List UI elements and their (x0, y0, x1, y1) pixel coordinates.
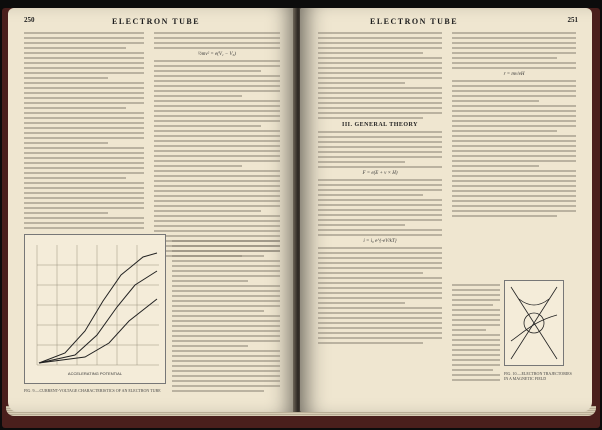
left-chart-x-label: ACCELERATING POTENTIAL (67, 371, 123, 376)
left-page-number: 250 (24, 16, 35, 24)
right-section-heading: III. GENERAL THEORY (341, 122, 419, 128)
left-running-head: ELECTRON TUBE (112, 17, 201, 26)
right-page (300, 8, 592, 412)
right-equation-2: i = i₀ e^{-eV/kT} (363, 239, 397, 244)
right-equation-1: F = e(E + v × H) (362, 171, 398, 176)
right-column-2 (452, 32, 576, 220)
left-equation: ½mv² = e(V₁ − V₀) (198, 52, 236, 57)
right-column-1 (318, 32, 442, 347)
left-figure-caption: FIG. 9.—CURRENT-VOLTAGE CHARACTERISTICS OF AN ELECTRON TUBE (24, 388, 161, 393)
right-running-head: ELECTRON TUBE (370, 17, 459, 26)
left-column-1 (24, 32, 144, 232)
right-figure-caption: FIG. 10.—ELECTRON TRAJECTORIES IN A MAGNETIC FIELD (504, 371, 572, 381)
left-figure-chart (24, 234, 166, 384)
right-equation-3: r = mv/eH (503, 72, 525, 77)
left-page (8, 8, 296, 412)
left-column-2 (154, 32, 280, 260)
left-column-2-lower (172, 240, 280, 395)
right-figure-diagram (504, 280, 564, 366)
right-page-number: 251 (567, 16, 578, 24)
right-column-2-lower (452, 284, 500, 384)
